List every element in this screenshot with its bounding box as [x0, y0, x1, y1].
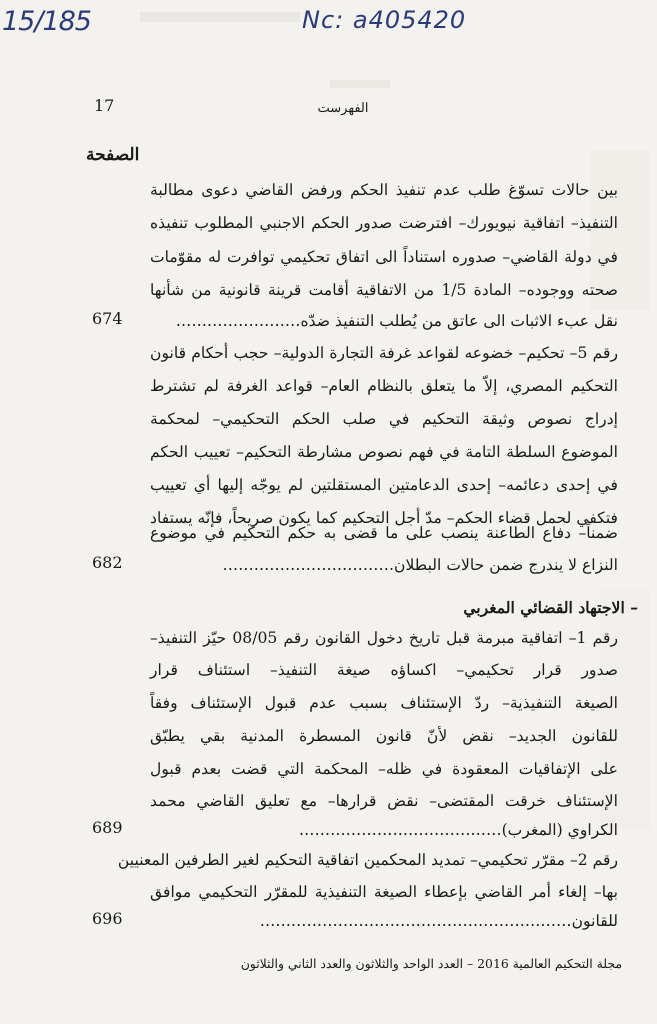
- entry-line: بين حالات تسوّغ طلب عدم تنفيذ الحكم ورفض القاضي دعوى مطالبة: [150, 181, 618, 199]
- entry-line: ضمناً– دفاع الطاعنة ينصب على ما قضى به حكم التحكيم في موضوع: [150, 524, 618, 542]
- entry-line: التنفيذ– اتفاقية نيويورك– افترضت صدور الحكم الاجنبي المطلوب تنفيذه: [150, 214, 618, 232]
- entry-line: صدور قرار تحكيمي– اكساؤه صيغة التنفيذ– استئناف قرار: [150, 661, 618, 679]
- entry-line: الموضوع السلطة التامة في فهم نصوص مشارطة التحكيم– تعييب الحكم: [150, 443, 618, 461]
- entry-line: في إحدى دعائمه– إحدى الدعامتين المستقلتين لم يوجّه إليها أي تعييب: [150, 476, 618, 494]
- entry-line: بها– إلغاء أمر القاضي بإعطاء الصيغة التنفيذية للمقرّر التحكيمي موافق: [150, 883, 618, 901]
- entry-line: صحته ووجوده– المادة 1/5 من الاتفاقية أقامت قرينة قانونية من شأنها: [150, 281, 619, 299]
- entry-line: الصيغة التنفيذية– ردّ الإستئناف بسبب عدم قبول الإستئناف وفقاً: [150, 694, 618, 712]
- entry-line: للقانون……………………………………………………: [259, 912, 618, 930]
- entry-line: النزاع لا يندرج ضمن حالات البطلان……………………………: [222, 556, 618, 574]
- section-heading: – الاجتهاد القضائي المغربي: [463, 598, 638, 617]
- page-column-label: الصفحة: [86, 145, 140, 165]
- entry-line: رقم 5– تحكيم– خضوعه لقواعد غرفة التجارة الدولية– حجب أحكام قانون: [150, 344, 618, 362]
- entry-line: فتكفي لحمل قضاء الحكم– مدّ أجل التحكيم كما يكون صريحاً، فإنّه يستفاد: [150, 509, 618, 527]
- handwritten-call-number: Nc: a405420: [302, 6, 467, 34]
- handwritten-shelfmark: 15/185: [2, 6, 91, 37]
- entry-line: نقل عبء الاثبات الى عاتق من يُطلب التنفيذ ضدّه……………………: [175, 312, 618, 330]
- entry-line: رقم 2– مقرّر تحكيمي– تمديد المحكمين اتفاقية التحكيم لغير الطرفين المعنيين: [117, 851, 618, 869]
- entry-line: رقم 1– اتفاقية مبرمة قبل تاريخ دخول القانون رقم 08/05 حيّز التنفيذ–: [150, 629, 618, 647]
- entry-page-number: 696: [92, 909, 123, 928]
- entry-line: في دولة القاضي– صدوره استناداً الى اتفاق تحكيمي توافرت له مقوّمات: [150, 248, 618, 266]
- entry-line: على الإتفاقيات المعقودة في ظله– المحكمة التي قضت بعدم قبول: [150, 760, 618, 778]
- journal-footer: مجلة التحكيم العالمية 2016 – العدد الواحد والثلاثون والعدد الثاني والثلاثون: [240, 956, 622, 971]
- running-header-title: الفهرست: [317, 101, 369, 116]
- entry-line: الإستئناف خرقت المقتضى– نقض قرارها– مع تعليق القاضي محمد: [150, 792, 618, 810]
- entry-page-number: 674: [92, 309, 123, 328]
- entry-page-number: 689: [92, 818, 123, 837]
- page-number: 17: [94, 96, 115, 115]
- entry-page-number: 682: [92, 553, 123, 572]
- entry-line: الكراوي (المغرب)…………………………………: [298, 821, 618, 839]
- entry-line: للقانون الجديد– نقض لأنّ قانون المسطرة المدنية بقي يطبّق: [150, 727, 618, 745]
- entry-line: التحكيم المصري، إلاّ ما يتعلق بالنظام العام– قواعد الغرفة لم تشترط: [150, 377, 618, 395]
- entry-line: إدراج نصوص وثيقة التحكيم في صلب الحكم التحكيمي– لمحكمة: [150, 410, 618, 428]
